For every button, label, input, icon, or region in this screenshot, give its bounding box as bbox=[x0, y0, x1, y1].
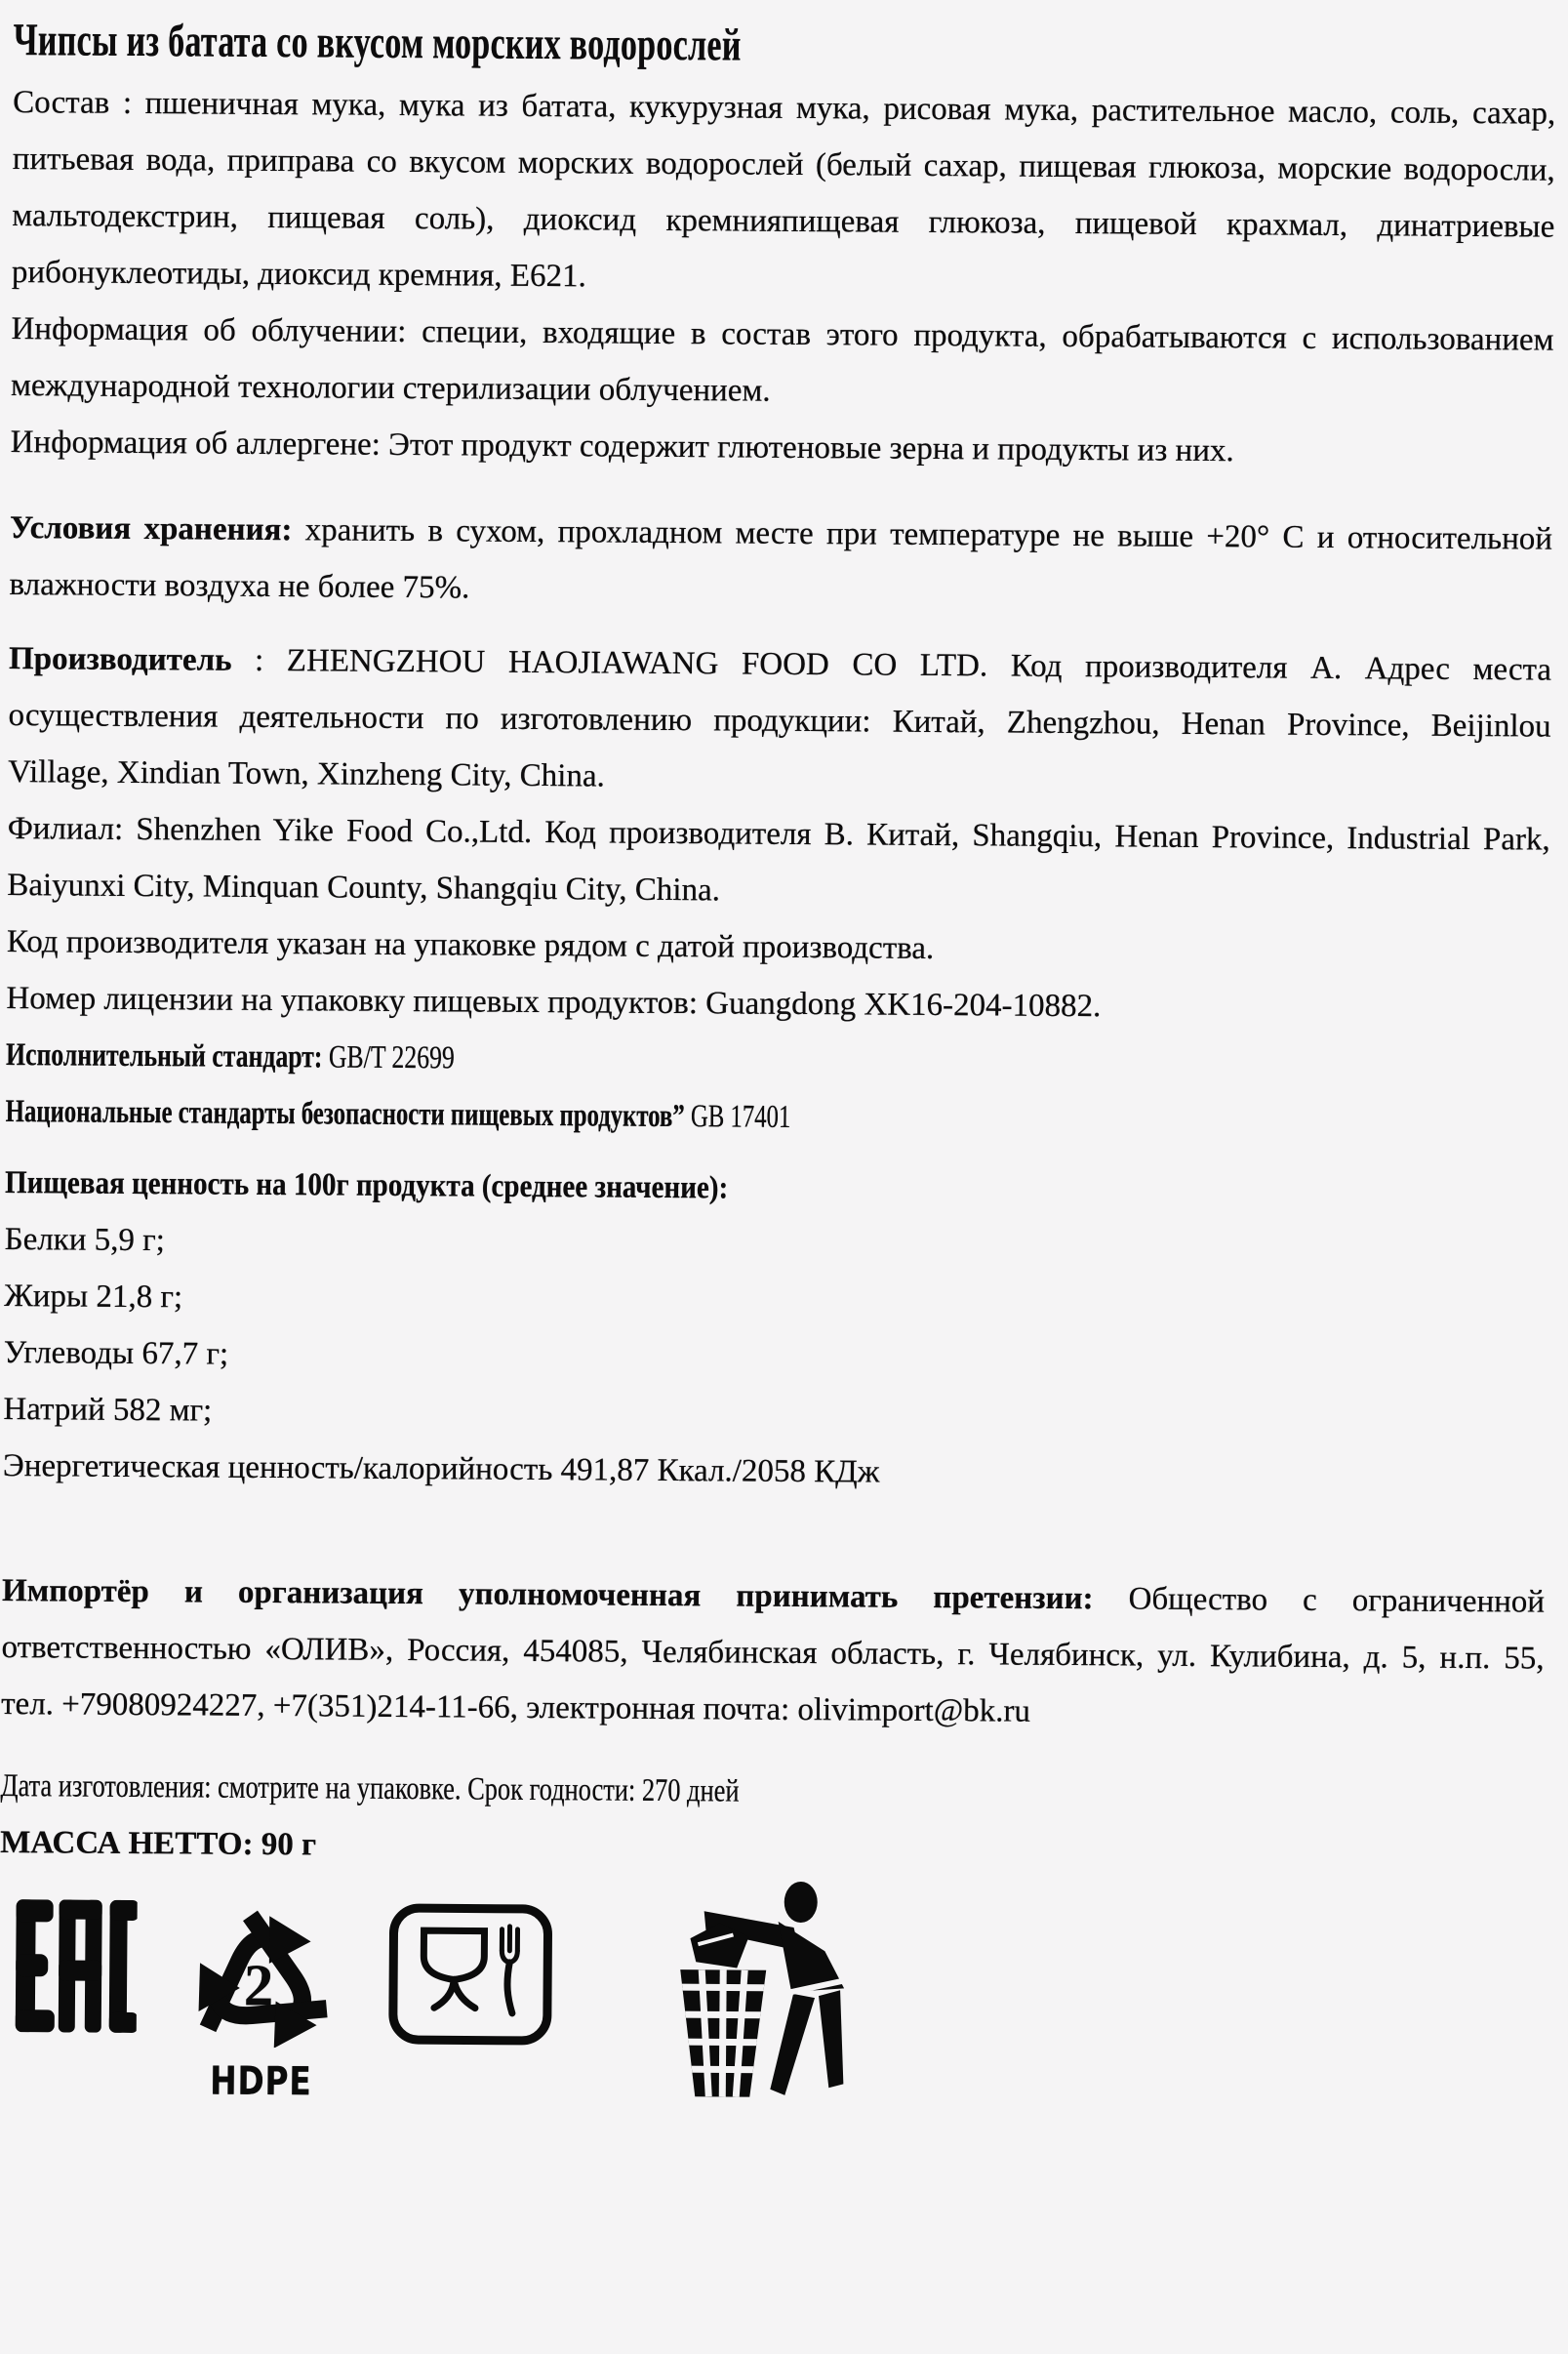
packaging-license: Номер лицензии на упаковку пищевых продуктов: Guangdong XK16-204-10882. bbox=[6, 981, 1102, 1025]
product-title: Чипсы из батата со вкусом морских водорослей bbox=[13, 15, 742, 71]
branch-line-2: Baiyunxi City, Minquan County, Shangqiu City, China. bbox=[7, 868, 721, 909]
storage-line-2: влажности воздуха не более 75%. bbox=[9, 567, 470, 606]
importer-line-1: Импортёр и организация уполномоченная принимать претензии: Общество с ограниченной bbox=[1, 1573, 1546, 1620]
allergen-line: Информация об аллергене: Этот продукт содержит глютеновые зерна и продукты из них. bbox=[10, 425, 1234, 469]
label-text-block bbox=[0, 74, 1555, 1883]
irradiation-line-1: Информация об облучении: специи, входящие в состав этого продукта, обрабатываются с использованием bbox=[11, 311, 1554, 358]
net-weight: МАССА НЕТТО: 90 г bbox=[0, 1824, 317, 1863]
nutrition-fat: Жиры 21,8 г; bbox=[4, 1278, 183, 1316]
nutrition-protein: Белки 5,9 г; bbox=[4, 1222, 166, 1259]
food-safe-glass-fork-icon bbox=[388, 1903, 553, 2046]
manufacturer-line-3: Village, Xindian Town, Xinzheng City, China. bbox=[8, 754, 605, 794]
recycle-code-label: 2 bbox=[243, 1953, 274, 2019]
importer-line-2: ответственностью «ОЛИВ», Россия, 454085, Челябинская область, г. Челябинск, ул. Кулибина, д. 5, н.п. 55, bbox=[1, 1629, 1545, 1677]
nutrition-energy: Энергетическая ценность/калорийность 491,87 Ккал./2058 КДж bbox=[2, 1448, 880, 1490]
manufacturer-line-1: Производитель : ZHENGZHOU HAOJIAWANG FOOD CO LTD. Код производителя А. Адрес места bbox=[8, 641, 1552, 688]
irradiation-line-2: международной технологии стерилизации облучением. bbox=[10, 368, 771, 409]
branch-line-1: Филиал: Shenzhen Yike Food Co.,Ltd. Код производителя В. Китай, Shangqiu, Henan Province, Industrial Park, bbox=[7, 811, 1550, 858]
certification-icons-row bbox=[0, 1871, 1554, 2127]
manufacturer-line-2: осуществления деятельности по изготовлению продукции: Китай, Zhengzhou, Henan Province, Beijinlou bbox=[8, 698, 1551, 745]
recycling-hdpe-icon bbox=[187, 1896, 337, 2048]
executive-standard: Исполнительный стандарт: GB/T 22699 bbox=[5, 1037, 455, 1076]
composition-line-4: рибонуклеотиды, диоксид кремния, Е621. bbox=[11, 255, 586, 295]
importer-line-3: тел. +79080924227, +7(351)214-11-66, электронная почта: olivimport@bk.ru bbox=[1, 1685, 1031, 1729]
nutrition-carbs: Углеводы 67,7 г; bbox=[3, 1335, 229, 1372]
composition-line-2: питьевая вода, приправа со вкусом морских водорослей (белый сахар, пищевая глюкоза, морские водоросли, bbox=[12, 142, 1555, 188]
production-date: Дата изготовления: смотрите на упаковке. Срок годности: 270 дней bbox=[0, 1767, 740, 1809]
hdpe-label: HDPE bbox=[209, 2058, 312, 2105]
nutrition-heading: Пищевая ценность на 100г продукта (среднее значение): bbox=[4, 1165, 729, 1206]
composition-line-3: мальтодекстрин, пищевая соль), диоксид кремнияпищевая глюкоза, пищевой крахмал, динатриевые bbox=[12, 198, 1555, 245]
nutrition-sodium: Натрий 582 мг; bbox=[3, 1392, 213, 1429]
eac-mark-icon bbox=[10, 1899, 138, 2033]
storage-line-1: Условия хранения: хранить в сухом, прохладном месте при температуре не выше +20° С и относительной bbox=[9, 510, 1553, 557]
composition-line-1: Состав : пшеничная мука, мука из батата, кукурузная мука, рисовая мука, растительное масло, соль, сахар, bbox=[13, 85, 1556, 132]
producer-code-note: Код производителя указан на упаковке рядом с датой производства. bbox=[6, 924, 935, 966]
national-standard: Национальные стандарты безопасности пищевых продуктов” GB 17401 bbox=[5, 1094, 791, 1135]
tidyman-icon bbox=[675, 1878, 851, 2099]
